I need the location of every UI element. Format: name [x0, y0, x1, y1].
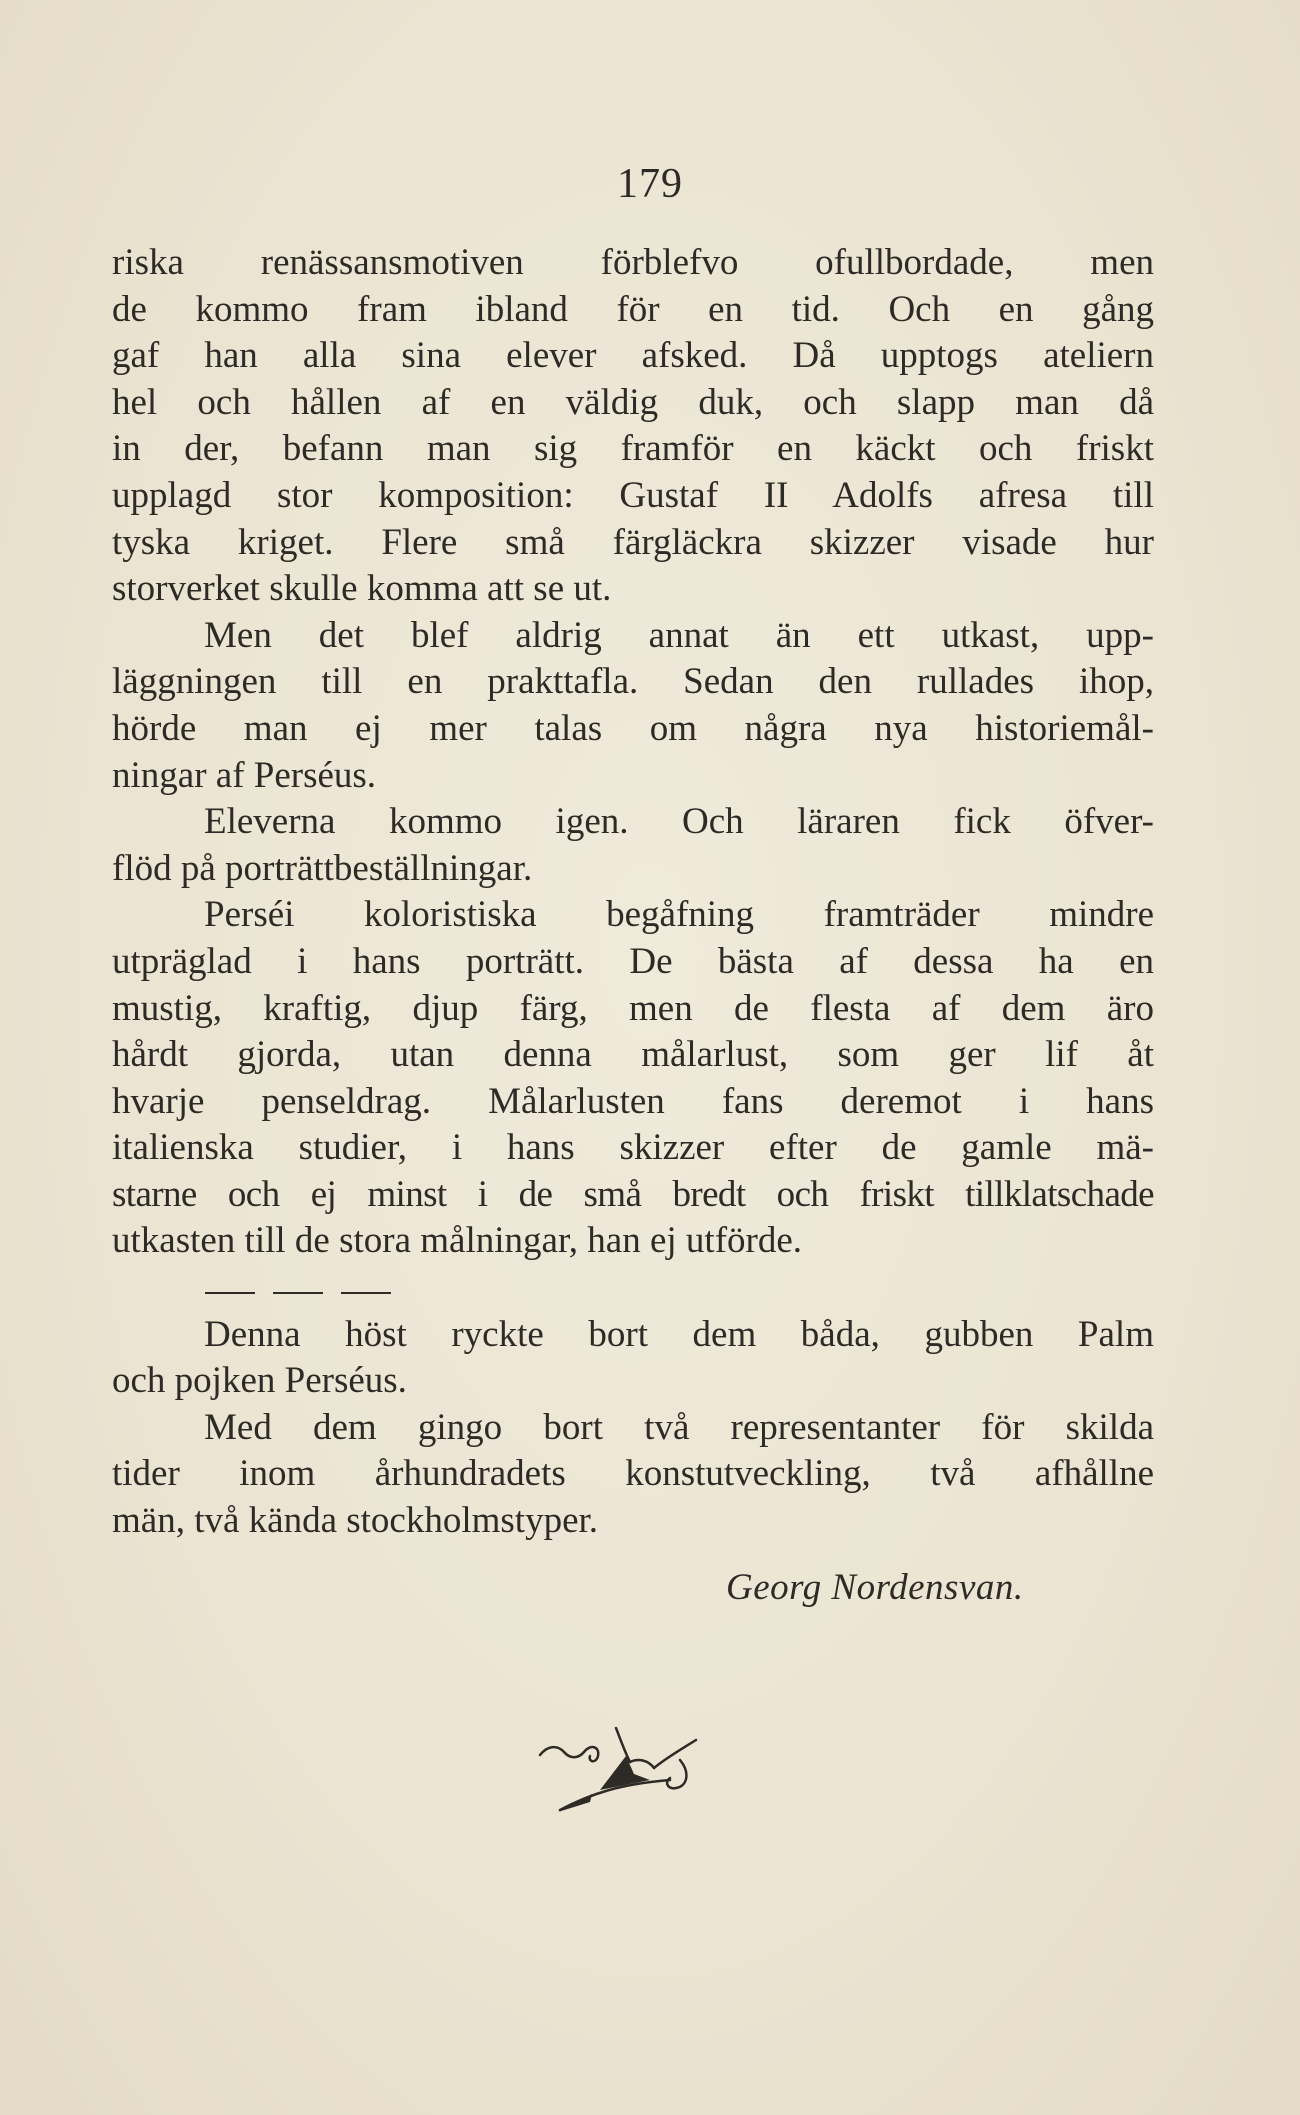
floral-ornament-icon — [530, 1710, 720, 1820]
text-line: Denna höst ryckte bort dem båda, gubben Palm — [204, 1313, 1154, 1355]
dash — [273, 1292, 323, 1294]
page-number: 179 — [617, 161, 683, 207]
text-line: italienska studier, i hans skizzer efter de gamle mä- — [112, 1127, 1154, 1169]
text-line: mustig, kraftig, djup färg, men de flesta af dem äro — [112, 987, 1154, 1029]
text-line: flöd på porträttbeställningar. — [112, 847, 533, 889]
text-line: gaf han alla sina elever afsked. Då upptogs ateliern — [112, 335, 1154, 377]
separator-dashes — [205, 1292, 391, 1294]
text-line: riska renässansmotiven förblefvo ofullbordade, men — [112, 242, 1154, 283]
text-line: hvarje penseldrag. Målarlusten fans deremot i hans — [112, 1080, 1154, 1122]
text-line: utkasten till de stora målningar, han ej utförde. — [112, 1220, 803, 1262]
text-line: hörde man ej mer talas om några nya historiemål- — [112, 707, 1154, 749]
text-line: Med dem gingo bort två representanter för skilda — [204, 1406, 1154, 1448]
text-line: hårdt gjorda, utan denna målarlust, som ger lif åt — [112, 1034, 1154, 1076]
text-line: läggningen till en prakttafla. Sedan den rullades ihop, — [112, 661, 1154, 703]
section-separator — [112, 1265, 1154, 1312]
text-line: tider inom århundradets konstutveckling, två afhållne — [112, 1453, 1154, 1495]
text-line: Perséi koloristiska begåfning framträder mindre — [204, 894, 1154, 936]
text-line: Eleverna kommo igen. Och läraren fick öfver- — [204, 801, 1154, 843]
author-signature: Georg Nordensvan. — [726, 1567, 1024, 1608]
text-line: tyska kriget. Flere små färgläckra skizzer visade hur — [112, 521, 1154, 563]
text-line: in der, befann man sig framför en käckt och friskt — [112, 428, 1154, 470]
text-line: de kommo fram ibland för en tid. Och en gång — [112, 288, 1154, 330]
text-line: män, två kända stockholmstyper. — [112, 1500, 599, 1542]
text-line: Men det blef aldrig annat än ett utkast, upp- — [204, 614, 1154, 656]
text-line: storverket skulle komma att se ut. — [112, 568, 612, 610]
text-line: och pojken Perséus. — [112, 1360, 407, 1402]
dash — [341, 1292, 391, 1294]
text-line: hel och hållen af en väldig duk, och slapp man då — [112, 381, 1154, 423]
text-line: ningar af Perséus. — [112, 754, 377, 796]
dash — [205, 1292, 255, 1294]
body-text — [112, 240, 1154, 1545]
text-line: upplagd stor komposition: Gustaf II Adolfs afresa till — [112, 474, 1154, 516]
text-line: utpräglad i hans porträtt. De bästa af dessa ha en — [112, 940, 1154, 982]
text-line: starne och ej minst i de små bredt och friskt tillklatschade — [112, 1173, 1154, 1215]
